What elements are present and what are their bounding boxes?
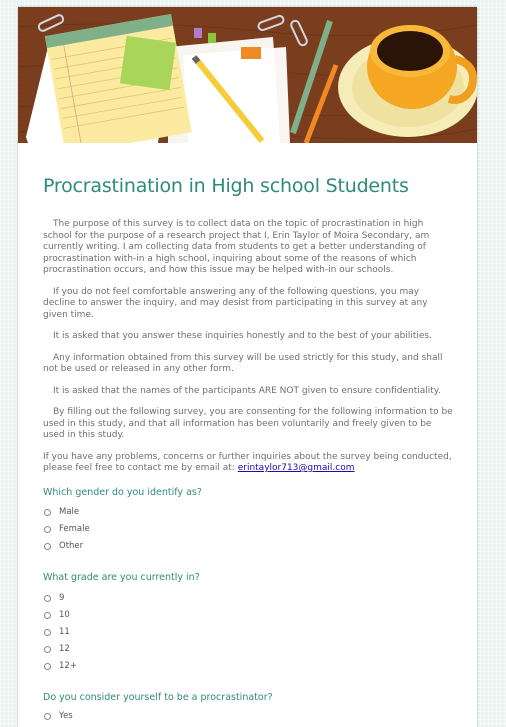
form-card	[18, 7, 477, 727]
option-grade-9[interactable]	[44, 592, 64, 604]
option-label: Yes	[59, 711, 73, 721]
sticky-note-icon	[120, 36, 176, 90]
option-grade-11[interactable]	[44, 626, 70, 638]
radio-button[interactable]	[44, 612, 51, 619]
option-grade-12-plus[interactable]	[44, 660, 77, 672]
question-title-grade: What grade are you currently in?	[43, 572, 200, 583]
radio-button[interactable]	[44, 713, 51, 720]
description-paragraph: It is asked that the names of the participants ARE NOT given to ensure confidentiality.	[53, 385, 441, 396]
contact-email-link[interactable]: erintaylor713@gmail.com	[237, 463, 355, 473]
option-yes[interactable]	[44, 710, 73, 722]
contact-text: If you have any problems, concerns or further inquiries about the survey being conducted, please feel free to contact me by email at:	[43, 451, 452, 473]
option-female[interactable]	[44, 523, 90, 535]
radio-button[interactable]	[44, 526, 51, 533]
question-title-procrastinator: Do you consider yourself to be a procrastinator?	[43, 692, 273, 703]
description-paragraph: By filling out the following survey, you are consenting for the following information to be used in this study, and that all information has been voluntarily and freely given to be used in this study.	[43, 407, 453, 440]
contact-paragraph	[43, 452, 453, 475]
option-male[interactable]	[44, 506, 79, 518]
option-label: Other	[59, 541, 84, 551]
description-paragraph: Any information obtained from this survey will be used strictly for this study, and shall not be used or released in any other form.	[43, 352, 443, 374]
radio-button[interactable]	[44, 509, 51, 516]
option-grade-12[interactable]	[44, 643, 70, 655]
radio-button[interactable]	[44, 629, 51, 636]
radio-button[interactable]	[44, 595, 51, 602]
radio-button[interactable]	[44, 663, 51, 670]
desk-illustration	[18, 7, 477, 143]
option-label: 12	[59, 644, 70, 654]
form-description	[43, 219, 453, 485]
description-paragraph: It is asked that you answer these inquiries honestly and to the best of your abilities.	[53, 331, 432, 341]
option-label: Male	[59, 507, 80, 517]
radio-button[interactable]	[44, 543, 51, 550]
option-other[interactable]	[44, 540, 83, 552]
option-grade-10[interactable]	[44, 609, 70, 621]
header-banner-image	[18, 7, 477, 143]
option-label: 12+	[59, 661, 77, 671]
question-title-gender: Which gender do you identify as?	[43, 487, 202, 498]
option-label: 11	[59, 627, 70, 637]
description-paragraph: If you do not feel comfortable answering any of the following questions, you may decline to answer the inquiry, and may desist from participating in this survey at any given time.	[43, 286, 428, 320]
option-label: Female	[59, 524, 90, 534]
radio-button[interactable]	[44, 646, 51, 653]
option-label: 10	[59, 610, 70, 620]
description-paragraph: The purpose of this survey is to collect data on the topic of procrastination in high school for the purpose of a research project that I, Erin Taylor of Moira Secondary, am currently writing. I am collecting data from students to get a better understanding of procrastination with-in a high school, inquiring about some of the reasons of which procrastination occurs, and how this issue may be helped with-in our schools.	[43, 219, 430, 275]
option-label: 9	[59, 593, 65, 603]
form-title: Procrastination in High school Students	[43, 175, 409, 197]
binder-clip-icon	[241, 47, 261, 59]
